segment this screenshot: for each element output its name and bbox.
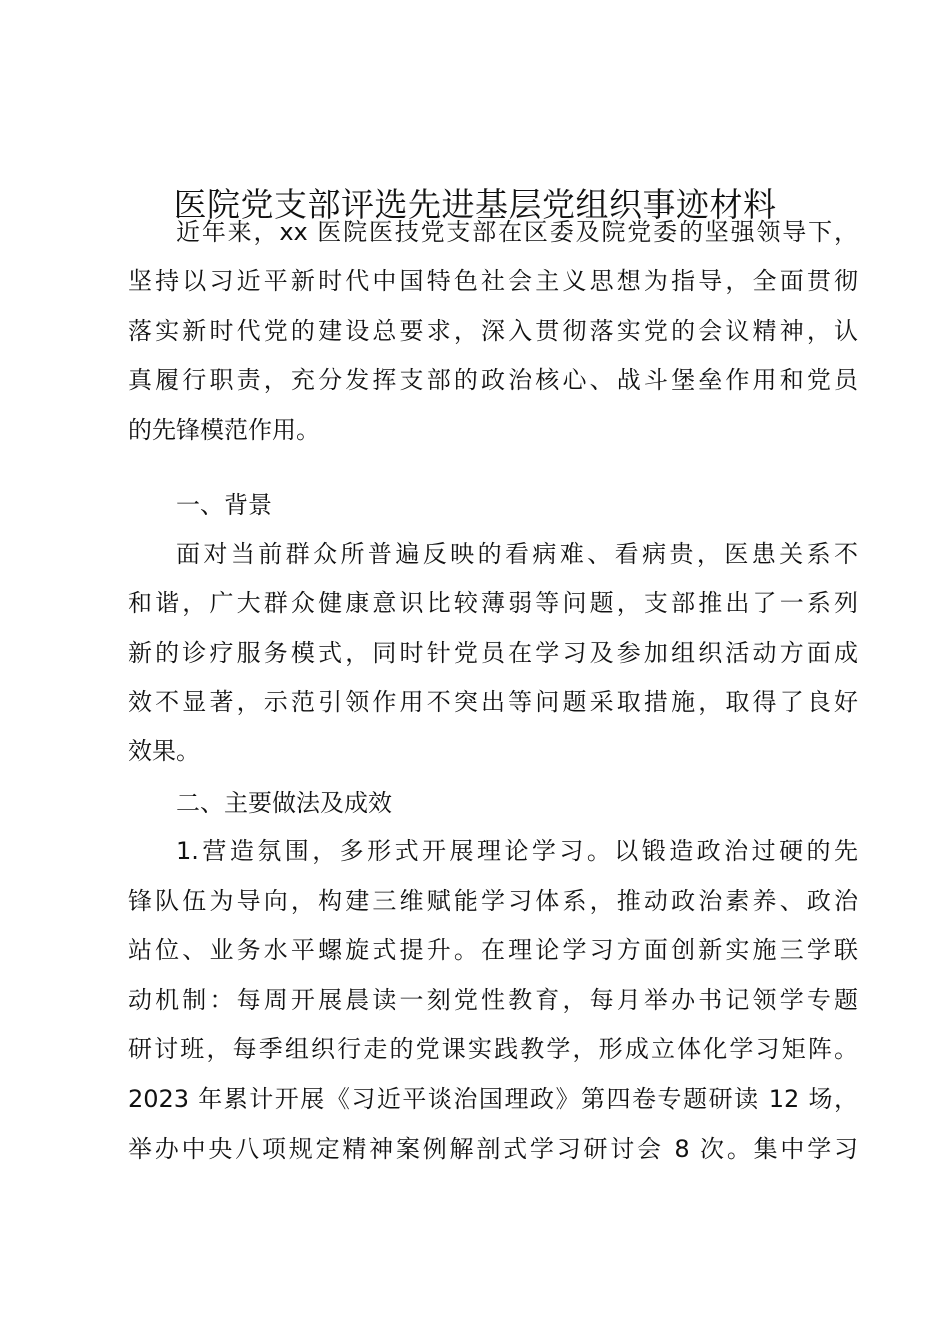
paragraph-line: 锋队伍为导向，构建三维赋能学习体系，推动政治素养、政治 [128,887,858,915]
paragraph-line: 研讨班，每季组织行走的党课实践教学，形成立体化学习矩阵。 [128,1035,858,1063]
document-title: 医院党支部评选先进基层党组织事迹材料 [173,185,777,224]
paragraph-line: 1.营造氛围，多形式开展理论学习。以锻造政治过硬的先 [176,837,858,865]
paragraph-line: 站位、业务水平螺旋式提升。在理论学习方面创新实施三学联 [128,936,858,964]
paragraph-line: 的先锋模范作用。 [128,416,320,444]
paragraph-line: 和谐，广大群众健康意识比较薄弱等问题，支部推出了一系列 [128,589,858,617]
paragraph-line: 效果。 [128,737,200,765]
section-heading: 二、主要做法及成效 [176,789,392,817]
paragraph-line: 新的诊疗服务模式，同时针党员在学习及参加组织活动方面成 [128,639,858,667]
paragraph-line: 2023 年累计开展《习近平谈治国理政》第四卷专题研读 12 场， [128,1085,858,1113]
paragraph-line: 效不显著，示范引领作用不突出等问题采取措施，取得了良好 [128,688,858,716]
paragraph-line: 真履行职责，充分发挥支部的政治核心、战斗堡垒作用和党员 [128,366,858,394]
section-heading: 一、背景 [176,491,272,519]
paragraph-line: 动机制：每周开展晨读一刻党性教育，每月举办书记领学专题 [128,986,858,1014]
paragraph-line: 近年来，xx 医院医技党支部在区委及院党委的坚强领导下， [176,218,858,246]
paragraph-line: 面对当前群众所普遍反映的看病难、看病贵，医患关系不 [176,540,858,568]
paragraph-line: 举办中央八项规定精神案例解剖式学习研讨会 8 次。集中学习 [128,1135,858,1163]
paragraph-line: 落实新时代党的建设总要求，深入贯彻落实党的会议精神，认 [128,317,858,345]
paragraph-line: 坚持以习近平新时代中国特色社会主义思想为指导，全面贯彻 [128,267,858,295]
